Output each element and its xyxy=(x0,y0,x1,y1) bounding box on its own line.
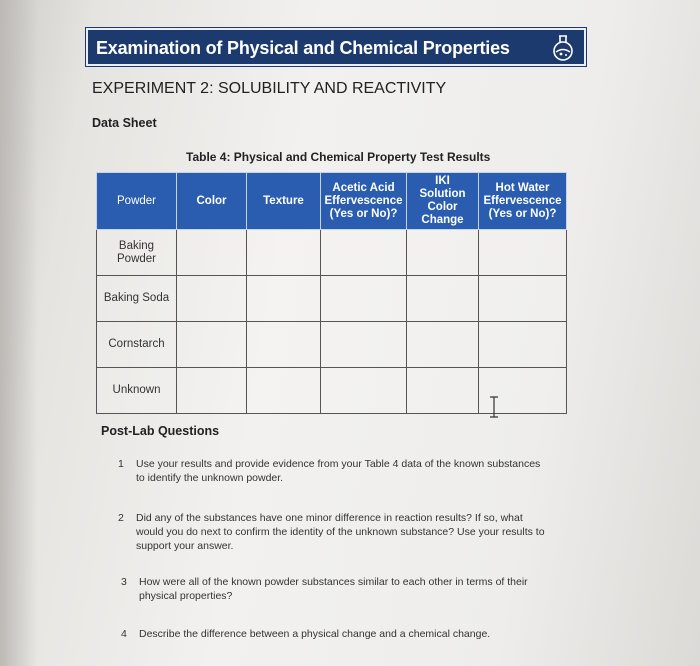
empty-cell[interactable] xyxy=(407,276,479,322)
table-header-row xyxy=(97,173,567,230)
empty-cell[interactable] xyxy=(407,322,479,368)
empty-cell[interactable] xyxy=(247,230,321,276)
page-title: Examination of Physical and Chemical Properties xyxy=(96,38,510,58)
column-header-hot-water xyxy=(479,173,567,230)
question-text-line: Use your results and provide evidence from your Table 4 data of the known substances xyxy=(136,458,541,470)
empty-cell[interactable] xyxy=(247,368,321,414)
header-text-line: IKI xyxy=(435,175,450,187)
question-text-line: to identify the unknown powder. xyxy=(136,472,284,484)
post-lab-title: Post-Lab Questions xyxy=(101,424,220,438)
column-header-acetic-acid xyxy=(321,173,407,230)
question-text xyxy=(139,627,490,641)
empty-cell[interactable] xyxy=(247,322,321,368)
empty-cell[interactable] xyxy=(407,368,479,414)
empty-cell[interactable] xyxy=(321,230,407,276)
empty-cell[interactable] xyxy=(177,322,247,368)
question-text xyxy=(139,575,528,603)
empty-cell[interactable] xyxy=(479,322,567,368)
question-number: 3 xyxy=(121,576,127,588)
empty-cell[interactable] xyxy=(321,322,407,368)
column-header-powder xyxy=(97,173,177,230)
empty-cell[interactable] xyxy=(479,276,567,322)
question-text-line: How were all of the known powder substances similar to each other in terms of their xyxy=(139,576,528,588)
table-row xyxy=(97,276,567,322)
header-text-line: Powder xyxy=(117,194,156,207)
empty-cell[interactable] xyxy=(321,368,407,414)
question-number: 1 xyxy=(118,458,124,470)
column-header-color xyxy=(177,173,247,230)
question-number: 2 xyxy=(118,512,124,524)
question-text xyxy=(136,457,540,485)
header-banner xyxy=(86,28,586,66)
header-text-line: (Yes or No)? xyxy=(329,207,398,220)
header-text-line: Color xyxy=(196,194,227,207)
row-label-line: Unknown xyxy=(112,384,161,396)
question-number: 4 xyxy=(121,628,127,640)
table-row xyxy=(97,322,567,368)
header-text-line: Color xyxy=(427,201,458,213)
empty-cell[interactable] xyxy=(321,276,407,322)
header-text-line: Hot Water xyxy=(495,181,550,194)
empty-cell[interactable] xyxy=(247,276,321,322)
question-text-line: Describe the difference between a physical change and a chemical change. xyxy=(139,628,491,640)
experiment-title: EXPERIMENT 2: SOLUBILITY AND REACTIVITY xyxy=(92,80,447,97)
empty-cell[interactable] xyxy=(479,230,567,276)
row-label xyxy=(97,276,177,322)
row-label-line: Cornstarch xyxy=(108,338,165,350)
empty-cell[interactable] xyxy=(177,230,247,276)
question-text-line: would you do next to confirm the identity of the unknown substance? Use your results to xyxy=(136,526,545,538)
row-label xyxy=(97,368,177,414)
header-text-line: Effervescence xyxy=(324,194,403,207)
results-table xyxy=(96,172,567,414)
row-label xyxy=(97,322,177,368)
row-label-line: Powder xyxy=(117,252,156,265)
empty-cell[interactable] xyxy=(177,276,247,322)
flask-icon xyxy=(548,32,578,62)
column-header-texture xyxy=(247,173,321,230)
question-text-line: physical properties? xyxy=(139,590,233,602)
empty-cell[interactable] xyxy=(407,230,479,276)
header-text-line: Effervescence xyxy=(483,194,562,207)
row-label-line: Baking xyxy=(118,239,155,252)
header-text-line: Solution xyxy=(419,188,466,200)
question-text-line: support your answer. xyxy=(136,540,234,552)
data-sheet-label: Data Sheet xyxy=(92,116,157,130)
header-text-line: (Yes or No)? xyxy=(488,207,557,220)
header-text-line: Texture xyxy=(263,194,304,207)
page-shadow xyxy=(0,0,38,666)
header-text-line: Acetic Acid xyxy=(332,181,395,194)
table-caption: Table 4: Physical and Chemical Property Test Results xyxy=(186,150,491,164)
empty-cell[interactable] xyxy=(177,368,247,414)
question-text xyxy=(136,511,545,553)
header-text-line: Change xyxy=(421,214,464,226)
column-header-iki xyxy=(407,173,479,230)
table-row xyxy=(97,230,567,276)
row-label xyxy=(97,230,177,276)
question-text-line: Did any of the substances have one minor difference in reaction results? If so, what xyxy=(136,512,523,524)
text-cursor-icon xyxy=(488,396,500,418)
row-label-line: Baking Soda xyxy=(103,292,170,304)
